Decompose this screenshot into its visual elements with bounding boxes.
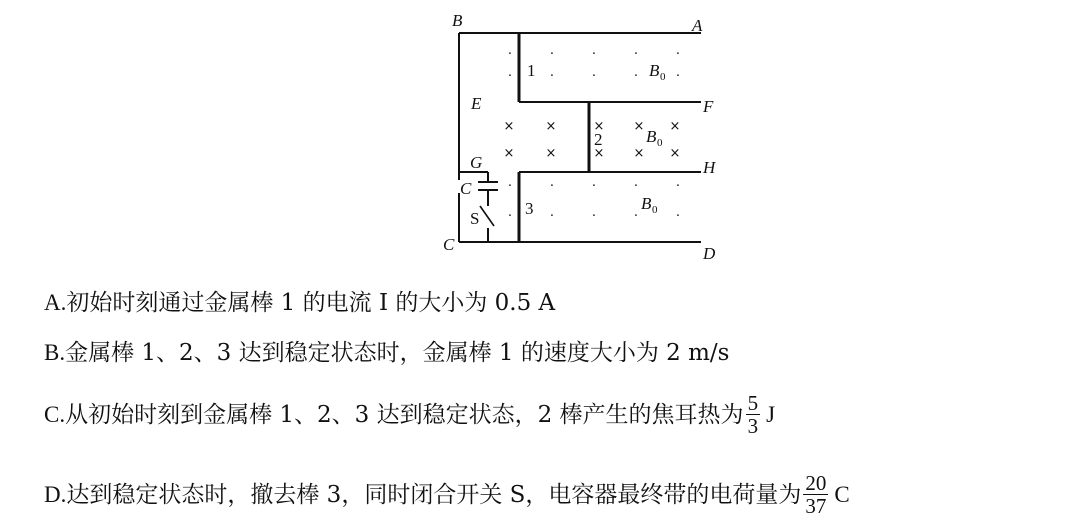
- option-text: 金属棒 1、2、3 达到稳定状态时，金属棒 1 的速度大小为 2 m/s: [65, 340, 730, 366]
- label-e: E: [471, 94, 482, 113]
- field-label-bottom: [641, 194, 658, 216]
- fraction: [746, 392, 761, 437]
- field-cross: ×: [633, 119, 645, 134]
- option-letter: B.: [44, 340, 66, 365]
- field-dot: ·: [591, 47, 597, 62]
- fraction-numerator: 5: [747, 391, 759, 415]
- rod-1-label: 1: [527, 61, 536, 80]
- option-text: 初始时刻通过金属棒 1 的电流 I 的大小为 0.5 A: [66, 290, 556, 316]
- field-dot: ·: [675, 209, 681, 224]
- field-symbol: B: [646, 127, 657, 146]
- field-dot: ·: [591, 69, 597, 84]
- field-label-middle: [646, 127, 663, 149]
- field-dot: ·: [675, 69, 681, 84]
- label-c: C: [443, 235, 455, 254]
- field-dot: ·: [633, 209, 639, 224]
- label-g: G: [470, 153, 483, 172]
- fraction-denominator: 37: [805, 494, 827, 518]
- field-symbol: B: [649, 61, 660, 80]
- field-cross: ×: [503, 146, 515, 161]
- field-dot: ·: [549, 179, 555, 194]
- rod-3-label: 3: [525, 199, 534, 218]
- field-dot: ·: [591, 209, 597, 224]
- option-unit: J: [766, 401, 776, 427]
- field-dot: ·: [633, 179, 639, 194]
- field-symbol: B: [641, 194, 652, 213]
- field-dot: ·: [633, 47, 639, 62]
- option-letter: D.: [44, 481, 67, 507]
- label-b: B: [452, 11, 463, 30]
- field-cross: ×: [593, 119, 605, 134]
- field-dot: ·: [549, 69, 555, 84]
- field-cross: ×: [669, 146, 681, 161]
- field-dot: ·: [507, 47, 513, 62]
- option-letter: C.: [44, 401, 66, 427]
- field-cross: ×: [669, 119, 681, 134]
- label-a: A: [692, 16, 703, 35]
- field-dot: ·: [549, 209, 555, 224]
- field-cross: ×: [503, 119, 515, 134]
- switch-label: S: [470, 209, 480, 228]
- field-dot: ·: [633, 69, 639, 84]
- capacitor-label: C: [460, 179, 472, 198]
- fraction: [803, 472, 828, 517]
- label-d: D: [703, 244, 716, 263]
- option-text: 达到稳定状态时，撤去棒 3，同时闭合开关 S，电容器最终带的电荷量为: [66, 481, 802, 508]
- option-c[interactable]: [44, 392, 775, 437]
- field-subscript: 0: [652, 204, 658, 216]
- field-subscript: 0: [660, 71, 666, 83]
- fraction-denominator: 3: [747, 414, 759, 438]
- field-cross: ×: [545, 119, 557, 134]
- field-label-top: [649, 61, 666, 83]
- field-dot: ·: [507, 179, 513, 194]
- fraction-numerator: 20: [805, 471, 827, 495]
- rails: [459, 33, 701, 242]
- field-dot: ·: [507, 69, 513, 84]
- label-h: H: [703, 158, 716, 177]
- field-dot: ·: [591, 179, 597, 194]
- label-f: F: [703, 97, 714, 116]
- field-subscript: 0: [657, 137, 663, 149]
- option-unit: C: [834, 481, 850, 507]
- field-dot: ·: [549, 47, 555, 62]
- field-cross: ×: [545, 146, 557, 161]
- field-cross: ×: [633, 146, 645, 161]
- option-b[interactable]: [44, 338, 730, 368]
- rod-2-label: 2: [594, 130, 603, 149]
- field-cross: ×: [593, 146, 605, 161]
- option-text: 从初始时刻到金属棒 1、2、3 达到稳定状态，2 棒产生的焦耳热为: [65, 401, 744, 428]
- field-dot: ·: [675, 47, 681, 62]
- field-dot: ·: [507, 209, 513, 224]
- option-d[interactable]: [44, 472, 850, 517]
- option-letter: A.: [44, 290, 67, 315]
- option-a[interactable]: [44, 288, 555, 318]
- switch-s: [480, 206, 494, 242]
- field-dot: ·: [675, 179, 681, 194]
